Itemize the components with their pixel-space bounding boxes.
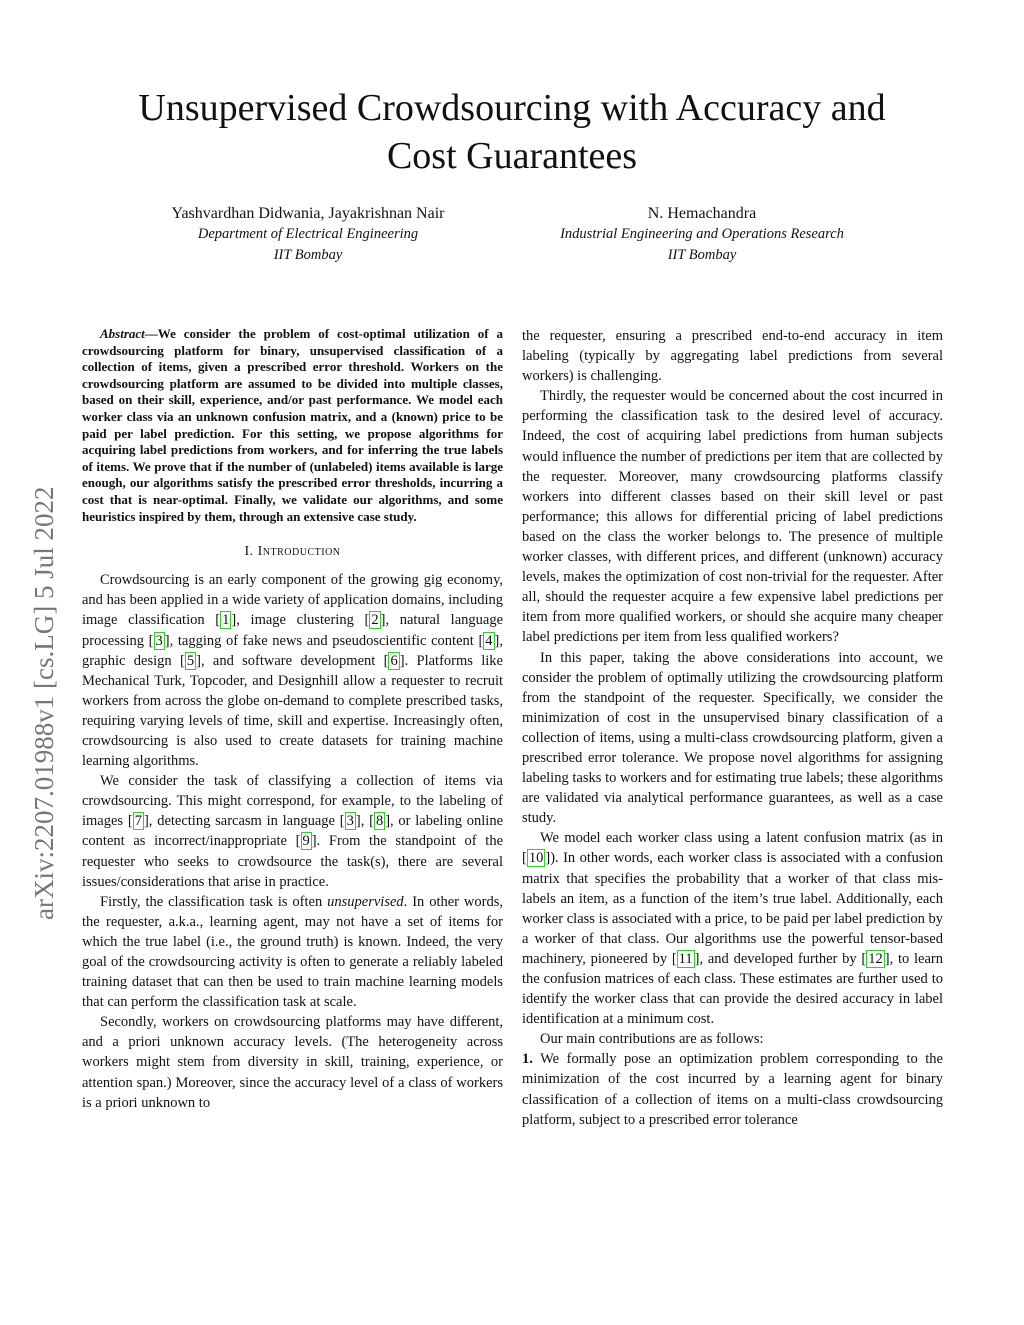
- contributions-intro: Our main contributions are as follows:: [540, 1031, 764, 1048]
- citation-link[interactable]: 8: [375, 813, 384, 830]
- citation-link[interactable]: 3: [155, 632, 163, 649]
- section-title: Introduction: [257, 544, 341, 560]
- abstract-label: Abstract: [100, 326, 145, 341]
- intro-paragraph-1: Crowdsourcing is an early component of the growing gig economy, and has been applied in a wide variety of application domains, including image classification [ 1 ], image clustering [ 2 ], natural language processing [ 3 ], tagging of fake news and pseudoscientific content [ 4 ], graphic design [ 5 ], and software development [ 6 ]. Platforms like Mechanical Turk, Topcoder, and Designhill allow a requester to recruit workers from across the globe on-demand to complete prescribed tasks, requiring varying levels of time, skill and expertise. Increasingly often, crowdsourcing is also used to create datasets for training machine learning algorithms.: [82, 572, 504, 770]
- author-department: Industrial Engineering and Operations Research: [560, 226, 844, 242]
- section-number: I.: [244, 544, 254, 560]
- citation-link[interactable]: 1: [222, 612, 230, 629]
- intro-paragraph-2: We consider the task of classifying a collection of items via crowdsourcing. This might correspond, for example, to the labeling of images [ 7 ], detecting sarcasm in language [ 3 ], [ 8 ], or labeling online content as incorrect/inappropriate [ 9 ]. From the standpoint of the requester who seeks to crowdsource the task(s), there are several issues/considerations that arise in practice.: [82, 773, 504, 890]
- citation-link[interactable]: 6: [390, 652, 398, 669]
- contribution-number: 1.: [522, 1051, 533, 1068]
- intro-paragraph-4-continued: the requester, ensuring a prescribed end-to-end accuracy in item labeling (typically by aggregating label predictions from several workers) is challenging.: [522, 328, 943, 385]
- intro-paragraph-3: Firstly, the classification task is often unsupervised. In other words, the requester, a.k.a., learning agent, may not have a set of items for which the true label (i.e., the ground truth) is known. Indeed, the very goal of the crowdsourcing activity is often to generate a reliably labeled training dataset that can then be used to train machine learning models that can perform the classification task at scale.: [82, 893, 503, 1011]
- author-block-2: [502, 203, 902, 266]
- abstract: [82, 326, 503, 525]
- contribution-item-1: 1. We formally pose an optimization problem corresponding to the minimization of the cost incurred by a learning agent for binary classification of a collection of items on a multi-class crowdsourcing platform, subject to a prescribed error tolerance: [522, 1051, 943, 1128]
- section-heading-introduction: [82, 542, 503, 562]
- author-institution: IIT Bombay: [667, 247, 737, 263]
- intro-paragraph-4: Secondly, workers on crowdsourcing platforms may have different, and a priori unknown accuracy levels. (The heterogeneity across workers might stem from diversity in skill, training, experience, or attention span.) Moreover, since the accuracy level of a class of workers is a priori unknown to: [82, 1014, 503, 1111]
- citation-link[interactable]: 5: [186, 652, 195, 669]
- author-names: N. Hemachandra: [647, 205, 757, 222]
- right-column: [522, 326, 943, 1130]
- author-block-1: [108, 203, 508, 266]
- citation-link[interactable]: 7: [134, 813, 142, 830]
- citation-link[interactable]: 10: [528, 850, 544, 867]
- author-institution: IIT Bombay: [273, 247, 343, 263]
- citation-link[interactable]: 12: [868, 950, 883, 967]
- title-line-1: Unsupervised Crowdsourcing with Accuracy and: [138, 87, 886, 129]
- arxiv-identifier: arXiv:2207.01988v1 [cs.LG] 5 Jul 2022: [29, 486, 59, 920]
- citation-link[interactable]: 9: [302, 833, 310, 850]
- abstract-text: —We consider the problem of cost-optimal utilization of a crowdsourcing platform for binary, unsupervised classification of a collection of items, given a prescribed error threshold. Workers on the crowdsourcing platform are assumed to be divided into multiple classes, based on their skill, experience, and/or past performance. We model each worker class via an unknown confusion matrix, and a (known) price to be paid per label prediction. For this setting, we propose algorithms for acquiring label predictions from workers, and for inferring the true labels of items. We prove that if the number of (unlabeled) items available is large enough, our algorithms satisfy the prescribed error thresholds, incurring a cost that is near-optimal. Finally, we validate our algorithms, and some heuristics inspired by them, through an extensive case study.: [82, 326, 503, 524]
- intro-paragraph-7: We model each worker class using a latent confusion matrix (as in [ 10 ]). In other words, each worker class is associated with a confusion matrix that specifies the probability that a worker of that class mis-labels an item, as a function of the item’s true label. Additionally, each worker class is associated with a price, to be paid per label prediction by a worker of that class. Our algorithms use the powerful tensor-based machinery, pioneered by [ 11 ], and developed further by [ 12 ], to learn the confusion matrices of each class. These estimates are further used to identify the worker class that can provide the desired accuracy in label identification at a minimum cost.: [522, 830, 943, 1028]
- intro-paragraph-6: In this paper, taking the above considerations into account, we consider the problem of optimally utilizing the crowdsourcing platform from the standpoint of the requester. Specifically, we consider the minimization of cost in the unsupervised binary classification of a collection of items, using a multi-class crowdsourcing platform, given a prescribed error tolerance. We propose novel algorithms for assigning labeling tasks to workers and for estimating true labels; these algorithms are validated via analytical performance guarantees, as well as a case study.: [522, 649, 943, 827]
- emphasis: unsupervised: [327, 893, 404, 910]
- paper-title: [0, 84, 1024, 180]
- author-department: Department of Electrical Engineering: [197, 226, 419, 242]
- citation-link[interactable]: 4: [485, 632, 493, 649]
- left-column: [82, 326, 503, 1113]
- title-line-2: Cost Guarantees: [386, 135, 638, 177]
- citation-link[interactable]: 11: [678, 950, 693, 967]
- intro-paragraph-5: Thirdly, the requester would be concerned about the cost incurred in performing the classification task to the desired level of accuracy. Indeed, the cost of acquiring label predictions from human subjects would influence the number of predictions per item that are collected by the requester. Moreover, many crowdsourcing platforms classify workers into different classes based on their skill level or past performance; this allows for differential pricing of label predictions based on the class the worker belongs to. The presence of multiple worker classes, with different prices, and different (unknown) accuracy levels, makes the optimization of cost non-trivial for the requester. After all, should the requester acquire a few expensive label predictions per item from more qualified workers, or should she acquire many cheaper label predictions per item from less qualified workers?: [522, 388, 943, 646]
- citation-link[interactable]: 3: [346, 813, 354, 830]
- author-names: Yashvardhan Didwania, Jayakrishnan Nair: [171, 205, 445, 222]
- citation-link[interactable]: 2: [371, 612, 379, 629]
